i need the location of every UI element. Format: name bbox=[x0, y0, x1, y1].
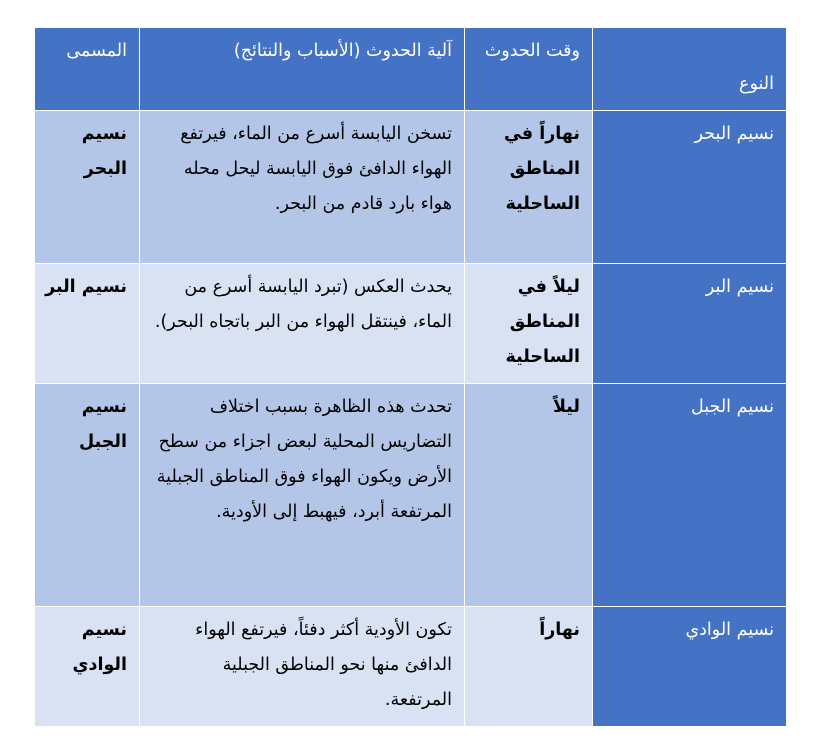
type-cell: نسيم البر bbox=[593, 264, 787, 384]
table-row bbox=[35, 384, 787, 607]
mechanism-cell: تحدث هذه الظاهرة بسبب اختلاف التضاريس المحلية لبعض اجزاء من سطح الأرض ويكون الهواء فوق المناطق الجبلية المرتفعة أبرد، فيهبط إلى الأودية. bbox=[140, 384, 465, 607]
mechanism-cell: يحدث العكس (تبرد اليابسة أسرع من الماء، فينتقل الهواء من البر باتجاه البحر). bbox=[140, 264, 465, 384]
header-type: النوع bbox=[593, 28, 787, 111]
header-mechanism: آلية الحدوث (الأسباب والنتائج) bbox=[140, 28, 465, 111]
name-cell: نسيم الجبل bbox=[35, 384, 140, 607]
time-cell: ليلاً bbox=[465, 384, 593, 607]
table-row bbox=[35, 607, 787, 727]
type-cell: نسيم الوادي bbox=[593, 607, 787, 727]
name-cell: نسيم الوادي bbox=[35, 607, 140, 727]
time-cell: نهاراً bbox=[465, 607, 593, 727]
table-row bbox=[35, 264, 787, 384]
breeze-types-table bbox=[34, 27, 787, 727]
header-row bbox=[35, 28, 787, 111]
table-row bbox=[35, 111, 787, 264]
mechanism-cell: تسخن اليابسة أسرع من الماء، فيرتفع الهواء الدافئ فوق اليابسة ليحل محله هواء بارد قادم من البحر. bbox=[140, 111, 465, 264]
name-cell: نسيم البر bbox=[35, 264, 140, 384]
header-time: وقت الحدوث bbox=[465, 28, 593, 111]
mechanism-cell: تكون الأودية أكثر دفئاً، فيرتفع الهواء الدافئ منها نحو المناطق الجبلية المرتفعة. bbox=[140, 607, 465, 727]
time-cell: ليلاً في المناطق الساحلية bbox=[465, 264, 593, 384]
name-cell: نسيم البحر bbox=[35, 111, 140, 264]
type-cell: نسيم البحر bbox=[593, 111, 787, 264]
type-cell: نسيم الجبل bbox=[593, 384, 787, 607]
time-cell: نهاراً في المناطق الساحلية bbox=[465, 111, 593, 264]
header-name: المسمى bbox=[35, 28, 140, 111]
